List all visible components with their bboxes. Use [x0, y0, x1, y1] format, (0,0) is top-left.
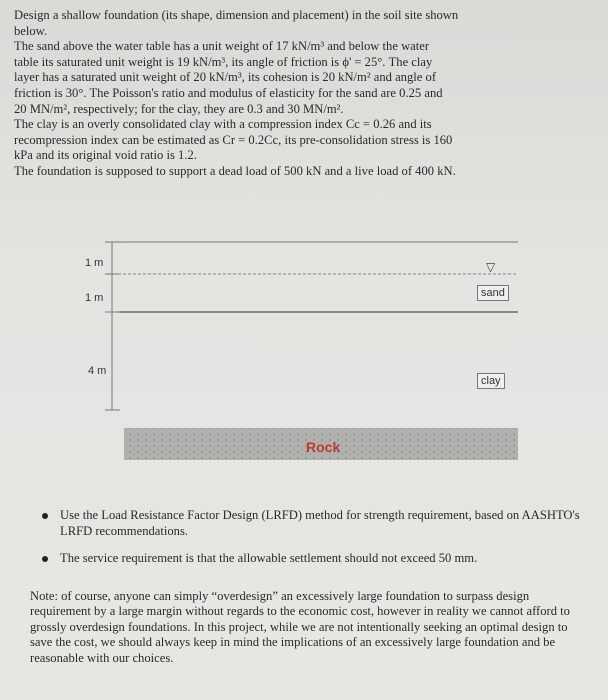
water-table-icon: ▽ [486, 260, 496, 274]
text-line: below. [14, 23, 48, 38]
dimension-label-3: 4 m [88, 365, 107, 377]
list-item [42, 508, 587, 539]
text-line: The clay is an overly consolidated clay with a compression index Cc = 0.26 and its [14, 117, 432, 132]
text-line: The sand above the water table has a unit weight of 17 kN/m³ and below the water [14, 39, 430, 54]
bullet-text: Use the Load Resistance Factor Design (LRFD) method for strength requirement, based on AASHTO's LRFD recommendations. [60, 508, 580, 538]
bullet-icon [42, 556, 48, 562]
text-line: layer has a saturated unit weight of 20 kN/m³, its cohesion is 20 kN/m² and angle of [14, 70, 437, 85]
text-line: friction is 30°. The Poisson's ratio and modulus of elasticity for the sand are 0.25 and [14, 85, 443, 100]
text-line: table its saturated unit weight is 19 kN/m³, its angle of friction is ϕ' = 25°. The clay [14, 54, 433, 69]
text-line: recompression index can be estimated as Cr = 0.2Cc, its pre-consolidation stress is 160 [14, 132, 453, 147]
requirements-list [42, 508, 587, 567]
text-line: 20 MN/m², respectively; for the clay, they are 0.3 and 30 MN/m². [14, 101, 344, 116]
bullet-icon [42, 513, 48, 519]
bullet-text: The service requirement is that the allowable settlement should not exceed 50 mm. [60, 551, 478, 566]
sand-label: sand [477, 285, 509, 301]
soil-profile-figure [0, 228, 608, 498]
text-line: The foundation is supposed to support a dead load of 500 kN and a live load of 400 kN. [14, 163, 456, 178]
text-line: Design a shallow foundation (its shape, dimension and placement) in the soil site shown [14, 8, 459, 22]
rock-label: Rock [306, 439, 341, 455]
problem-statement [14, 8, 596, 180]
dimension-label-2: 1 m [85, 292, 104, 304]
clay-label: clay [477, 373, 505, 389]
text-line: kPa and its original void ratio is 1.2. [14, 148, 197, 163]
note-paragraph: Note: of course, anyone can simply “overdesign” an excessively large foundation to surpass design requirement by a large margin without regards to the economic cost, however in reality we cannot afford to grossly overdesign foundations. In this project, while we are not intentionally seeking an optimal design to save the cost, we should always keep in mind the implications of an excessively large foundation and be reasonable with our choices. [30, 589, 570, 665]
list-item [42, 551, 587, 567]
dimension-label-1: 1 m [85, 257, 104, 269]
